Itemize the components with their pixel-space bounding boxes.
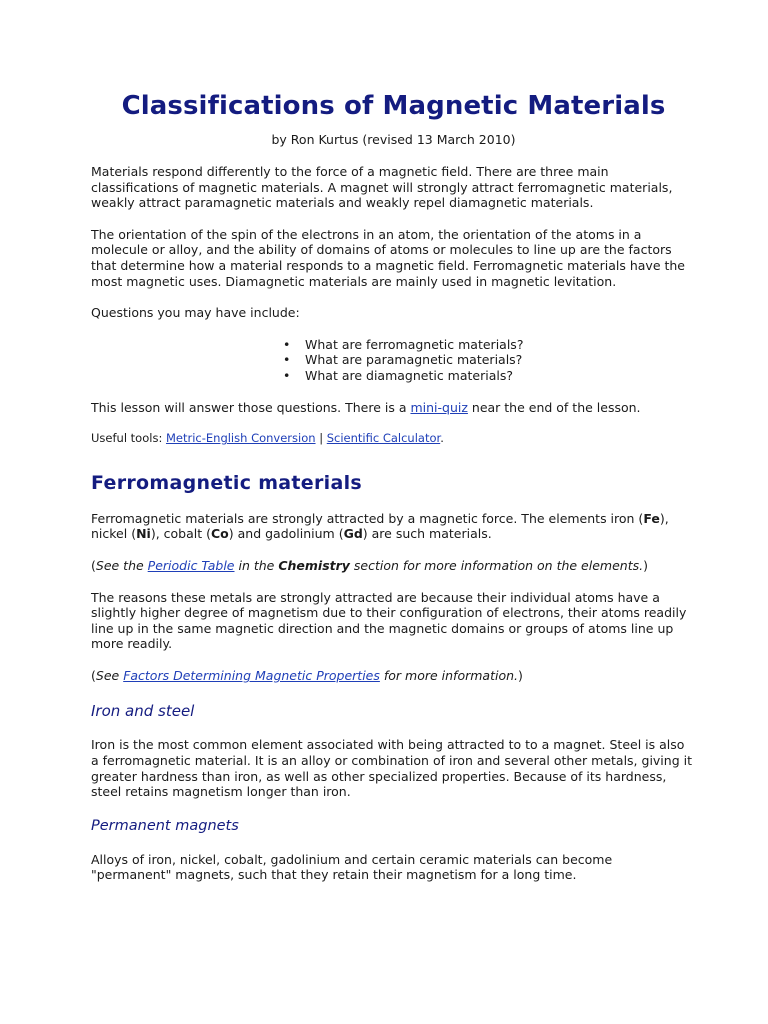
magnetic-properties-note: (See Factors Determining Magnetic Properties for more information.) bbox=[91, 667, 523, 683]
bullet-icon: • bbox=[283, 367, 291, 383]
list-item: • What are paramagnetic materials? bbox=[283, 352, 523, 368]
ferro-paragraph-1: Ferromagnetic materials are strongly attracted by a magnetic force. The elements iron (Fe), nickel (Ni), cobalt (Co) and gadolinium (Gd) are such materials. bbox=[91, 510, 669, 542]
periodic-table-link[interactable]: Periodic Table bbox=[147, 557, 235, 573]
page-title: Classifications of Magnetic Materials bbox=[121, 91, 666, 121]
intro-paragraph-2: The orientation of the spin of the electrons in an atom, the orientation of the atoms in a molecule or alloy, and the ability of domains of atoms or molecules to line up are the factors that determine how a material responds to a magnetic field. Ferromagnetic materials have the most magnetic uses. Diamagnetic materials are mainly used in magnetic levitation. bbox=[91, 226, 685, 289]
bullet-icon: • bbox=[283, 336, 291, 352]
ferromagnetic-heading: Ferromagnetic materials bbox=[91, 471, 363, 494]
bullet-icon: • bbox=[283, 352, 291, 368]
list-item: • What are diamagnetic materials? bbox=[283, 367, 513, 383]
element-ni: Ni bbox=[136, 526, 151, 542]
questions-list bbox=[91, 337, 696, 384]
periodic-table-note: (See the Periodic Table in the Chemistry section for more information on the elements.) bbox=[91, 557, 648, 573]
magnetic-properties-link[interactable]: Factors Determining Magnetic Properties bbox=[123, 667, 380, 683]
element-co: Co bbox=[211, 526, 229, 542]
metric-english-conversion-link[interactable]: Metric-English Conversion bbox=[165, 431, 316, 446]
questions-intro: Questions you may have include: bbox=[91, 305, 300, 321]
element-fe: Fe bbox=[643, 510, 660, 526]
iron-steel-heading: Iron and steel bbox=[91, 702, 195, 721]
permanent-magnets-paragraph: Alloys of iron, nickel, cobalt, gadolinium and certain ceramic materials can become "permanent" magnets, such that they retain their magnetism for a long time. bbox=[91, 851, 613, 883]
list-item: • What are ferromagnetic materials? bbox=[283, 336, 524, 352]
lesson-paragraph: This lesson will answer those questions. There is a mini-quiz near the end of the lesson. bbox=[91, 399, 641, 415]
mini-quiz-link[interactable]: mini-quiz bbox=[410, 399, 468, 415]
scientific-calculator-link[interactable]: Scientific Calculator bbox=[326, 431, 441, 446]
useful-tools: Useful tools: Metric-English Conversion | Scientific Calculator. bbox=[91, 431, 444, 446]
ferro-paragraph-2: The reasons these metals are strongly attracted are because their individual atoms have a slightly higher degree of magnetism due to their configuration of electrons, their atoms readily line up in the same magnetic direction and the magnetic domains or groups of atoms line up more readily. bbox=[91, 589, 687, 652]
iron-steel-paragraph: Iron is the most common element associated with being attracted to to a magnet. Steel is also a ferromagnetic material. It is an alloy or combination of iron and several other metals, giving it greater hardness than iron, as well as other specialized properties. Because of its hardness, steel retains magnetism longer than iron. bbox=[91, 737, 692, 800]
element-gd: Gd bbox=[343, 526, 363, 542]
byline: by Ron Kurtus (revised 13 March 2010) bbox=[271, 132, 516, 147]
permanent-magnets-heading: Permanent magnets bbox=[91, 817, 239, 834]
intro-paragraph-1: Materials respond differently to the force of a magnetic field. There are three main classifications of magnetic materials. A magnet will strongly attract ferromagnetic materials, weakly attract paramagnetic materials and weakly repel diamagnetic materials. bbox=[91, 164, 673, 211]
